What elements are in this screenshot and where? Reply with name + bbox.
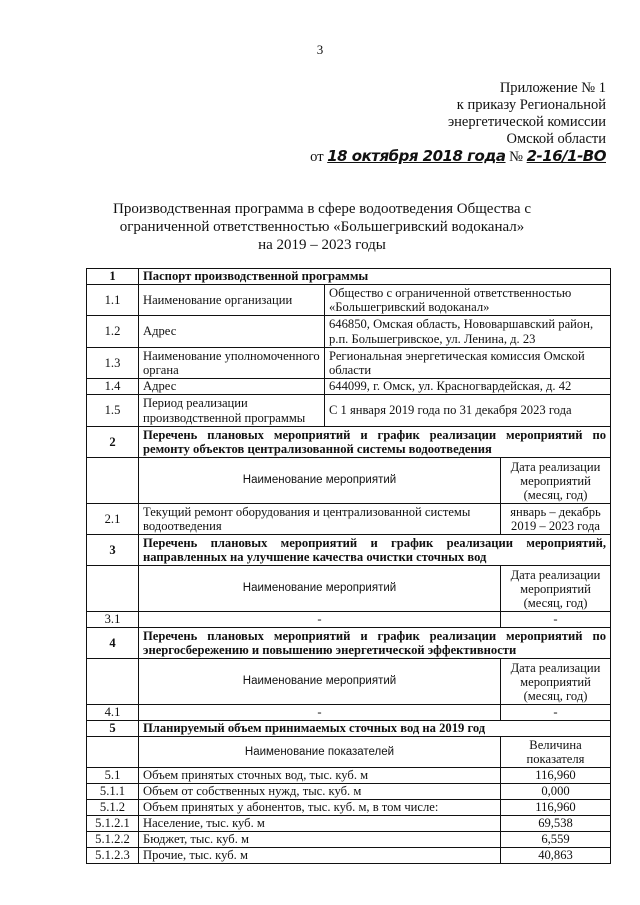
row-value: 69,538	[501, 816, 611, 832]
row-number: 3.1	[87, 612, 139, 628]
section-row	[87, 628, 611, 659]
title-line-1: Производственная программа в сфере водоотведения Общества с	[113, 201, 531, 217]
appendix-region-line: Омской области	[506, 131, 606, 147]
table-row	[87, 612, 611, 628]
section-title: Паспорт производственной программы	[139, 269, 611, 285]
row-number: 2.1	[87, 504, 139, 535]
section-row	[87, 269, 611, 285]
column-header-row	[87, 659, 611, 705]
row-number: 1.2	[87, 316, 139, 348]
row-label: Объем принятых у абонентов, тыс. куб. м, в том числе:	[139, 800, 501, 816]
appendix-order-line: к приказу Региональной	[456, 97, 606, 113]
row-number: 5.1.2	[87, 800, 139, 816]
row-value: 644099, г. Омск, ул. Красногвардейская, д. 42	[325, 379, 611, 395]
table-row	[87, 768, 611, 784]
appendix-date-line	[310, 148, 606, 166]
section-number: 5	[87, 721, 139, 737]
row-number: 1.4	[87, 379, 139, 395]
row-label: Объем принятых сточных вод, тыс. куб. м	[139, 768, 501, 784]
row-number: 1.1	[87, 285, 139, 316]
row-label: -	[139, 612, 501, 628]
table-row	[87, 832, 611, 848]
section-number: 1	[87, 269, 139, 285]
table-row	[87, 316, 611, 348]
column-header-date: Дата реализации мероприятий (месяц, год)	[501, 566, 611, 612]
section-title: Перечень плановых мероприятий и график реализации мероприятий, направленных на улучшение качества очистки сточных вод	[139, 535, 611, 566]
row-value: Общество с ограниченной ответственностью «Большегривский водоканал»	[325, 285, 611, 316]
row-value: -	[501, 612, 611, 628]
page-number: 3	[316, 42, 324, 57]
row-number: 5.1.2.3	[87, 848, 139, 864]
table-row	[87, 816, 611, 832]
row-number: 5.1.2.2	[87, 832, 139, 848]
row-value: -	[501, 705, 611, 721]
table-row	[87, 348, 611, 379]
table-row	[87, 379, 611, 395]
section-number: 3	[87, 535, 139, 566]
table-row	[87, 395, 611, 427]
appendix-header	[310, 80, 606, 166]
row-label: Население, тыс. куб. м	[139, 816, 501, 832]
row-number: 5.1.1	[87, 784, 139, 800]
column-header-row	[87, 737, 611, 768]
row-value: 116,960	[501, 800, 611, 816]
column-header-date: Дата реализации мероприятий (месяц, год)	[501, 458, 611, 504]
document-title	[60, 200, 584, 254]
row-value: Региональная энергетическая комиссия Омской области	[325, 348, 611, 379]
row-value: 646850, Омская область, Нововаршавский район, р.п. Большегривское, ул. Ленина, д. 23	[325, 316, 611, 348]
row-number: 1.5	[87, 395, 139, 427]
number-sign: №	[509, 149, 523, 165]
row-value: январь – декабрь 2019 – 2023 года	[501, 504, 611, 535]
column-header-indicator: Наименование показателей	[139, 737, 501, 768]
row-number: 4.1	[87, 705, 139, 721]
column-header-activity: Наименование мероприятий	[139, 659, 501, 705]
section-title: Перечень плановых мероприятий и график реализации мероприятий по энергосбережению и повышению энергетической эффективности	[139, 628, 611, 659]
row-label: Период реализации производственной программы	[139, 395, 325, 427]
row-label: Прочие, тыс. куб. м	[139, 848, 501, 864]
row-value: 0,000	[501, 784, 611, 800]
handwritten-number: 2-16/1-ВО	[526, 147, 606, 165]
section-row	[87, 535, 611, 566]
column-header-date: Дата реализации мероприятий (месяц, год)	[501, 659, 611, 705]
column-header-row	[87, 458, 611, 504]
program-table	[86, 268, 611, 864]
section-row	[87, 721, 611, 737]
table-row	[87, 705, 611, 721]
table-row	[87, 848, 611, 864]
appendix-commission-line: энергетической комиссии	[447, 114, 606, 130]
table-row	[87, 285, 611, 316]
column-header-activity: Наименование мероприятий	[139, 566, 501, 612]
column-header-value: Величина показателя	[501, 737, 611, 768]
table-row	[87, 784, 611, 800]
row-label: Текущий ремонт оборудования и централизованной системы водоотведения	[139, 504, 501, 535]
table-row	[87, 504, 611, 535]
row-label: Наименование организации	[139, 285, 325, 316]
section-number: 4	[87, 628, 139, 659]
row-number: 5.1	[87, 768, 139, 784]
column-header-row	[87, 566, 611, 612]
row-value: С 1 января 2019 года по 31 декабря 2023 года	[325, 395, 611, 427]
section-title: Перечень плановых мероприятий и график реализации мероприятий по ремонту объектов централизованной системы водоотведения	[139, 427, 611, 458]
row-label: Объем от собственных нужд, тыс. куб. м	[139, 784, 501, 800]
row-value: 116,960	[501, 768, 611, 784]
table-row	[87, 800, 611, 816]
handwritten-date: 18 октября 2018 года	[327, 147, 506, 165]
section-title: Планируемый объем принимаемых сточных вод на 2019 год	[139, 721, 611, 737]
title-line-2: ограниченной ответственностью «Большегривский водоканал»	[119, 219, 525, 235]
row-number: 1.3	[87, 348, 139, 379]
row-number: 5.1.2.1	[87, 816, 139, 832]
date-prefix: от	[310, 149, 324, 165]
row-label: Адрес	[139, 379, 325, 395]
appendix-title: Приложение № 1	[499, 80, 606, 96]
row-label: Бюджет, тыс. куб. м	[139, 832, 501, 848]
section-number: 2	[87, 427, 139, 458]
row-value: 40,863	[501, 848, 611, 864]
row-label: Адрес	[139, 316, 325, 348]
row-value: 6,559	[501, 832, 611, 848]
row-label: -	[139, 705, 501, 721]
title-line-3: на 2019 – 2023 годы	[258, 237, 386, 253]
section-row	[87, 427, 611, 458]
row-label: Наименование уполномоченного органа	[139, 348, 325, 379]
column-header-activity: Наименование мероприятий	[139, 458, 501, 504]
